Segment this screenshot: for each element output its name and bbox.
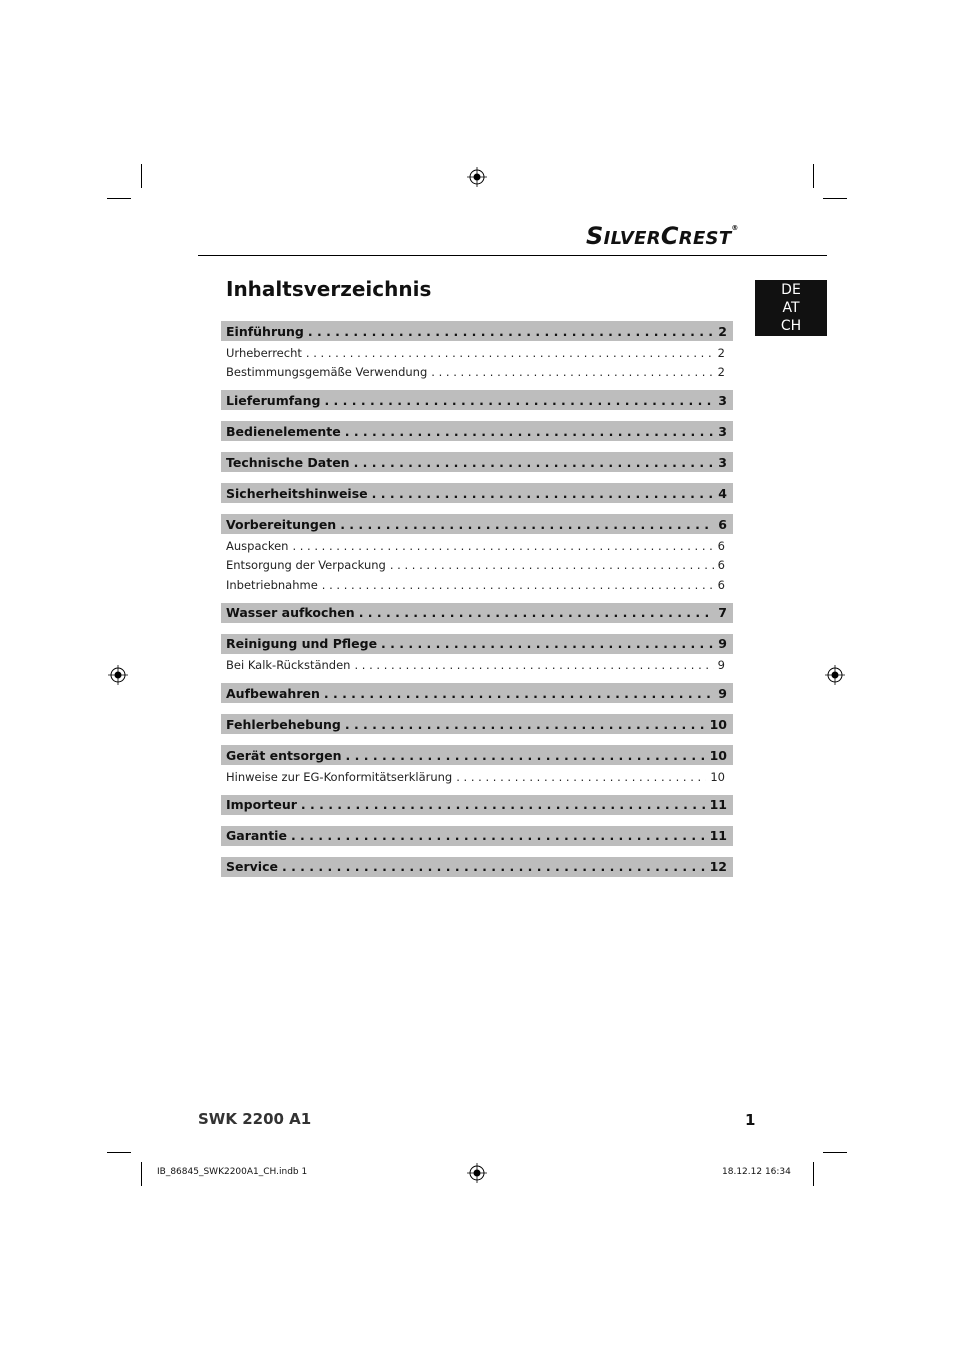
toc-leader-dots (291, 828, 706, 843)
toc-leader-dots (324, 393, 714, 408)
toc-subsection-title: Entsorgung der Verpackung (226, 558, 386, 573)
crop-mark (823, 1152, 847, 1153)
registration-mark-icon (825, 665, 845, 685)
toc-subsection[interactable] (221, 343, 733, 363)
toc-section[interactable] (221, 683, 733, 703)
toc-leader-dots (390, 558, 714, 572)
model-number: SWK 2200 A1 (198, 1110, 312, 1128)
toc-section-page: 3 (718, 392, 727, 408)
page-title: Inhaltsverzeichnis (226, 277, 432, 301)
toc-section-title: Bedienelemente (226, 423, 341, 439)
brand-logo (586, 222, 752, 252)
toc-section-title: Garantie (226, 828, 287, 843)
file-info: IB_86845_SWK2200A1_CH.indb 1 (157, 1167, 308, 1177)
crop-mark (107, 198, 131, 199)
registration-mark-icon (467, 167, 487, 187)
toc-section[interactable] (221, 321, 733, 341)
toc-subsection[interactable] (221, 767, 733, 787)
toc-section-page: 4 (718, 485, 727, 501)
brand-letter: S (586, 222, 604, 250)
registration-mark-icon (467, 1163, 487, 1183)
brand-letter: C (660, 222, 679, 250)
toc-section-title: Reinigung und Pflege (226, 636, 378, 651)
crop-mark (141, 164, 142, 188)
toc-section[interactable] (221, 514, 733, 534)
toc-leader-dots (354, 658, 713, 672)
toc-subsection-page: 2 (717, 365, 725, 380)
toc-section-page: 7 (718, 605, 727, 620)
toc-subsection-title: Bestimmungsgemäße Verwendung (226, 365, 428, 380)
toc-leader-dots (292, 539, 713, 553)
toc-section-page: 2 (718, 323, 727, 339)
toc-section[interactable] (221, 745, 733, 765)
language-code: AT (782, 300, 800, 316)
toc-leader-dots (282, 859, 706, 874)
file-date: 18.12.12 16:34 (722, 1167, 791, 1177)
toc-section-title: Wasser aufkochen (226, 605, 355, 620)
toc-section-title: Sicherheitshinweise (226, 485, 368, 501)
toc-section-page: 9 (718, 685, 727, 701)
toc-section[interactable] (221, 390, 733, 410)
toc-section-title: Fehlerbehebung (226, 716, 341, 732)
toc-subsection[interactable] (221, 556, 733, 576)
table-of-contents (221, 321, 733, 888)
toc-subsection-page: 9 (717, 658, 725, 673)
toc-leader-dots (340, 517, 714, 532)
toc-section[interactable] (221, 421, 733, 441)
toc-section-page: 6 (718, 516, 727, 532)
toc-leader-dots (308, 324, 714, 339)
toc-section-title: Importeur (226, 797, 297, 812)
toc-section[interactable] (221, 452, 733, 472)
toc-leader-dots (322, 578, 714, 592)
toc-section-title: Gerät entsorgen (226, 747, 342, 763)
toc-section[interactable] (221, 603, 733, 623)
crop-mark (813, 164, 814, 188)
toc-leader-dots (345, 424, 715, 439)
toc-subsection-title: Auspacken (226, 538, 289, 553)
toc-leader-dots (324, 686, 714, 701)
toc-subsection-page: 2 (717, 345, 725, 360)
language-tab (755, 280, 827, 336)
toc-section-page: 11 (709, 828, 727, 843)
toc-subsection-title: Bei Kalk-Rückständen (226, 658, 351, 673)
toc-section-page: 3 (718, 454, 727, 470)
crop-mark (141, 1162, 142, 1186)
toc-section-page: 10 (709, 716, 727, 732)
toc-subsection[interactable] (221, 656, 733, 676)
toc-subsection-title: Inbetriebnahme (226, 577, 318, 592)
toc-subsection-page: 10 (710, 769, 725, 784)
toc-section-page: 11 (709, 797, 727, 812)
toc-leader-dots (345, 717, 706, 732)
toc-subsection[interactable] (221, 536, 733, 556)
toc-section-title: Lieferumfang (226, 392, 321, 408)
toc-section[interactable] (221, 795, 733, 815)
toc-leader-dots (431, 365, 713, 379)
toc-section-title: Vorbereitungen (226, 516, 337, 532)
registration-mark-icon (108, 665, 128, 685)
toc-subsection-title: Hinweise zur EG-Konformitätserklärung (226, 769, 453, 784)
toc-section-title: Einführung (226, 323, 304, 339)
toc-section-page: 10 (709, 747, 727, 763)
toc-section-page: 9 (718, 636, 727, 651)
toc-subsection-page: 6 (717, 558, 725, 573)
toc-leader-dots (456, 770, 706, 784)
crop-mark (813, 1162, 814, 1186)
toc-subsection[interactable] (221, 363, 733, 383)
language-code: DE (781, 282, 801, 298)
toc-section-page: 3 (718, 423, 727, 439)
toc-leader-dots (306, 346, 714, 360)
brand-letters: REST (678, 228, 732, 249)
header-rule (198, 255, 827, 256)
page-number: 1 (745, 1111, 756, 1129)
toc-leader-dots (346, 748, 706, 763)
language-code: CH (780, 318, 802, 334)
toc-section-title: Aufbewahren (226, 685, 320, 701)
toc-section-page: 12 (709, 859, 727, 874)
toc-section[interactable] (221, 826, 733, 846)
toc-section[interactable] (221, 714, 733, 734)
crop-mark (823, 198, 847, 199)
toc-subsection-page: 6 (717, 538, 725, 553)
toc-section-title: Technische Daten (226, 454, 350, 470)
toc-section[interactable] (221, 483, 733, 503)
toc-leader-dots (359, 605, 715, 620)
toc-subsection-title: Urheberrecht (226, 345, 302, 360)
crop-mark (107, 1152, 131, 1153)
toc-leader-dots (381, 636, 714, 651)
toc-section[interactable] (221, 857, 733, 877)
toc-leader-dots (372, 486, 715, 501)
toc-leader-dots (354, 455, 715, 470)
toc-section-title: Service (226, 859, 278, 874)
toc-subsection-page: 6 (717, 577, 725, 592)
toc-leader-dots (301, 797, 706, 812)
toc-subsection[interactable] (221, 575, 733, 595)
registered-mark: ® (731, 224, 739, 232)
toc-section[interactable] (221, 634, 733, 654)
brand-letters: ILVER (603, 228, 661, 249)
